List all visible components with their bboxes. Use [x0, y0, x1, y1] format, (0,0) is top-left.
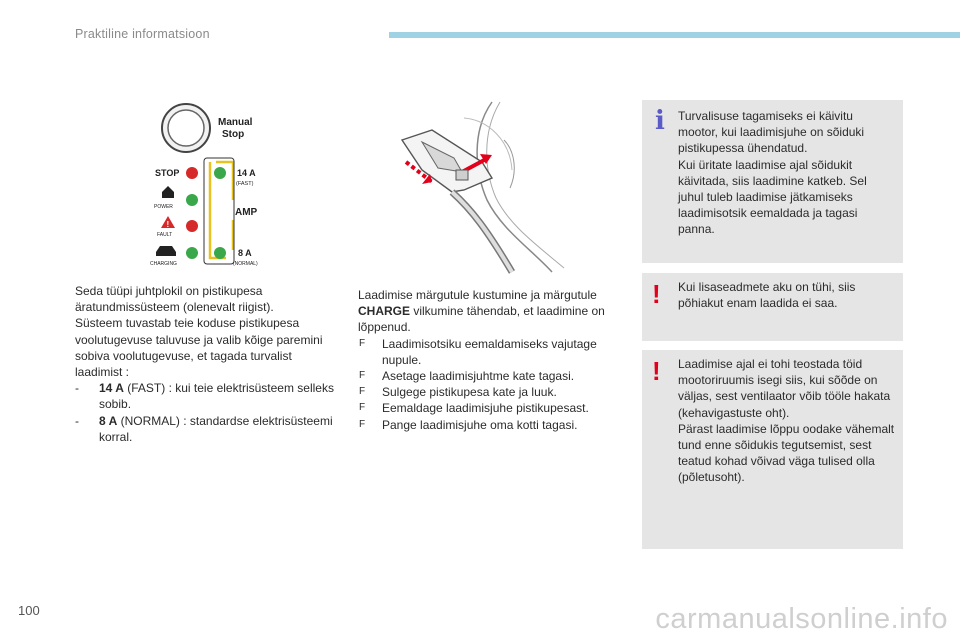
svg-text:POWER: POWER	[154, 204, 173, 210]
list-item: F Pange laadimisjuhe oma kotti tagasi.	[359, 417, 578, 432]
charging-control-panel-figure	[140, 100, 338, 272]
list-item: F Sulgege pistikupesa kate ja luuk.	[359, 385, 557, 400]
section-title: Praktiline informatsioon	[75, 27, 210, 41]
warning-note-box-engine: ! Laadimise ajal ei tohi teostada töid mootoriruumis isegi siis, kui sõõde on väljas, sest ventilaator võib tööle hakata (kehavigastuste oht). Pärast laadimise lõppu oodake vähemalt tund enne sõidukis tegutsemist, sest teatud kohad võivad väga tulised olla (põletusoht).	[642, 350, 903, 549]
svg-text:!: !	[166, 220, 170, 229]
svg-text:Stop: Stop	[222, 129, 245, 140]
header-bar	[389, 32, 960, 38]
manual-stop-label: Manual	[218, 117, 253, 128]
intro-paragraph: Seda tüüpi juhtplokil on pistikupesa äratundmissüsteem (olenevalt riigist).	[75, 284, 274, 315]
page-number: 100	[18, 603, 40, 618]
stop-label: STOP	[155, 168, 180, 178]
warning-icon: !	[652, 279, 661, 309]
warning-icon: !	[652, 356, 661, 386]
normal-mode-item: - 8 A (NORMAL) : standardse elektrisüsteemi korral.	[75, 413, 333, 444]
info-icon: i	[655, 106, 665, 136]
watermark: carmanualsonline.info	[655, 603, 948, 635]
fault-led	[186, 220, 198, 232]
list-item: F Asetage laadimisjuhtme kate tagasi.	[359, 369, 575, 384]
svg-text:8 A: 8 A	[238, 248, 252, 258]
fast-led	[214, 167, 226, 179]
car-charging-icon	[156, 246, 176, 256]
left-text-column	[75, 283, 337, 445]
list-item: F Eemaldage laadimisjuhe pistikupesast.	[359, 401, 589, 416]
svg-text:(NORMAL): (NORMAL)	[233, 261, 258, 267]
list-item: F Laadimisotsiku eemaldamiseks vajutage nupule.	[359, 336, 597, 367]
info-note-box: i Turvalisuse tagamiseks ei käivitu mootor, kui laadimisjuhe on sõiduki pistikupessa ühendatud. Kui üritate laadimise ajal sõidukit käivitada, siis laadimine katkeb. Sel juhul tuleb laadimise jätkamiseks laadimisotsik eemaldada ja tagasi panna.	[642, 100, 903, 263]
charge-end-paragraph: Laadimise märgutule kustumine ja märgutule CHARGE vilkumine tähendab, et laadimine on lõppenud.	[358, 288, 605, 335]
charging-plug-figure	[392, 100, 572, 274]
normal-led	[214, 247, 226, 259]
svg-text:CHARGING: CHARGING	[150, 261, 177, 267]
power-led	[186, 194, 198, 206]
svg-text:AMP: AMP	[235, 207, 258, 218]
middle-text-column	[358, 287, 620, 433]
warning-note-box-battery: ! Kui lisaseadmete aku on tühi, siis põhiakut enam laadida ei saa.	[642, 273, 903, 341]
control-panel-illustration	[140, 100, 338, 272]
power-house-icon	[162, 186, 174, 198]
svg-text:14 A: 14 A	[237, 168, 256, 178]
system-paragraph: Süsteem tuvastab teie koduse pistikupesa voolutugevuse taluvuse ja valib kõige paremini sobiva voolutugevuse, et tagada turvalist laadimist :	[75, 316, 323, 380]
charging-plug-illustration	[392, 100, 572, 274]
svg-text:FAULT: FAULT	[157, 232, 173, 238]
charging-led	[186, 247, 198, 259]
svg-text:(FAST): (FAST)	[236, 181, 254, 187]
stop-led	[186, 167, 198, 179]
fast-mode-item: - 14 A (FAST) : kui teie elektrisüsteem selleks sobib.	[75, 381, 334, 412]
